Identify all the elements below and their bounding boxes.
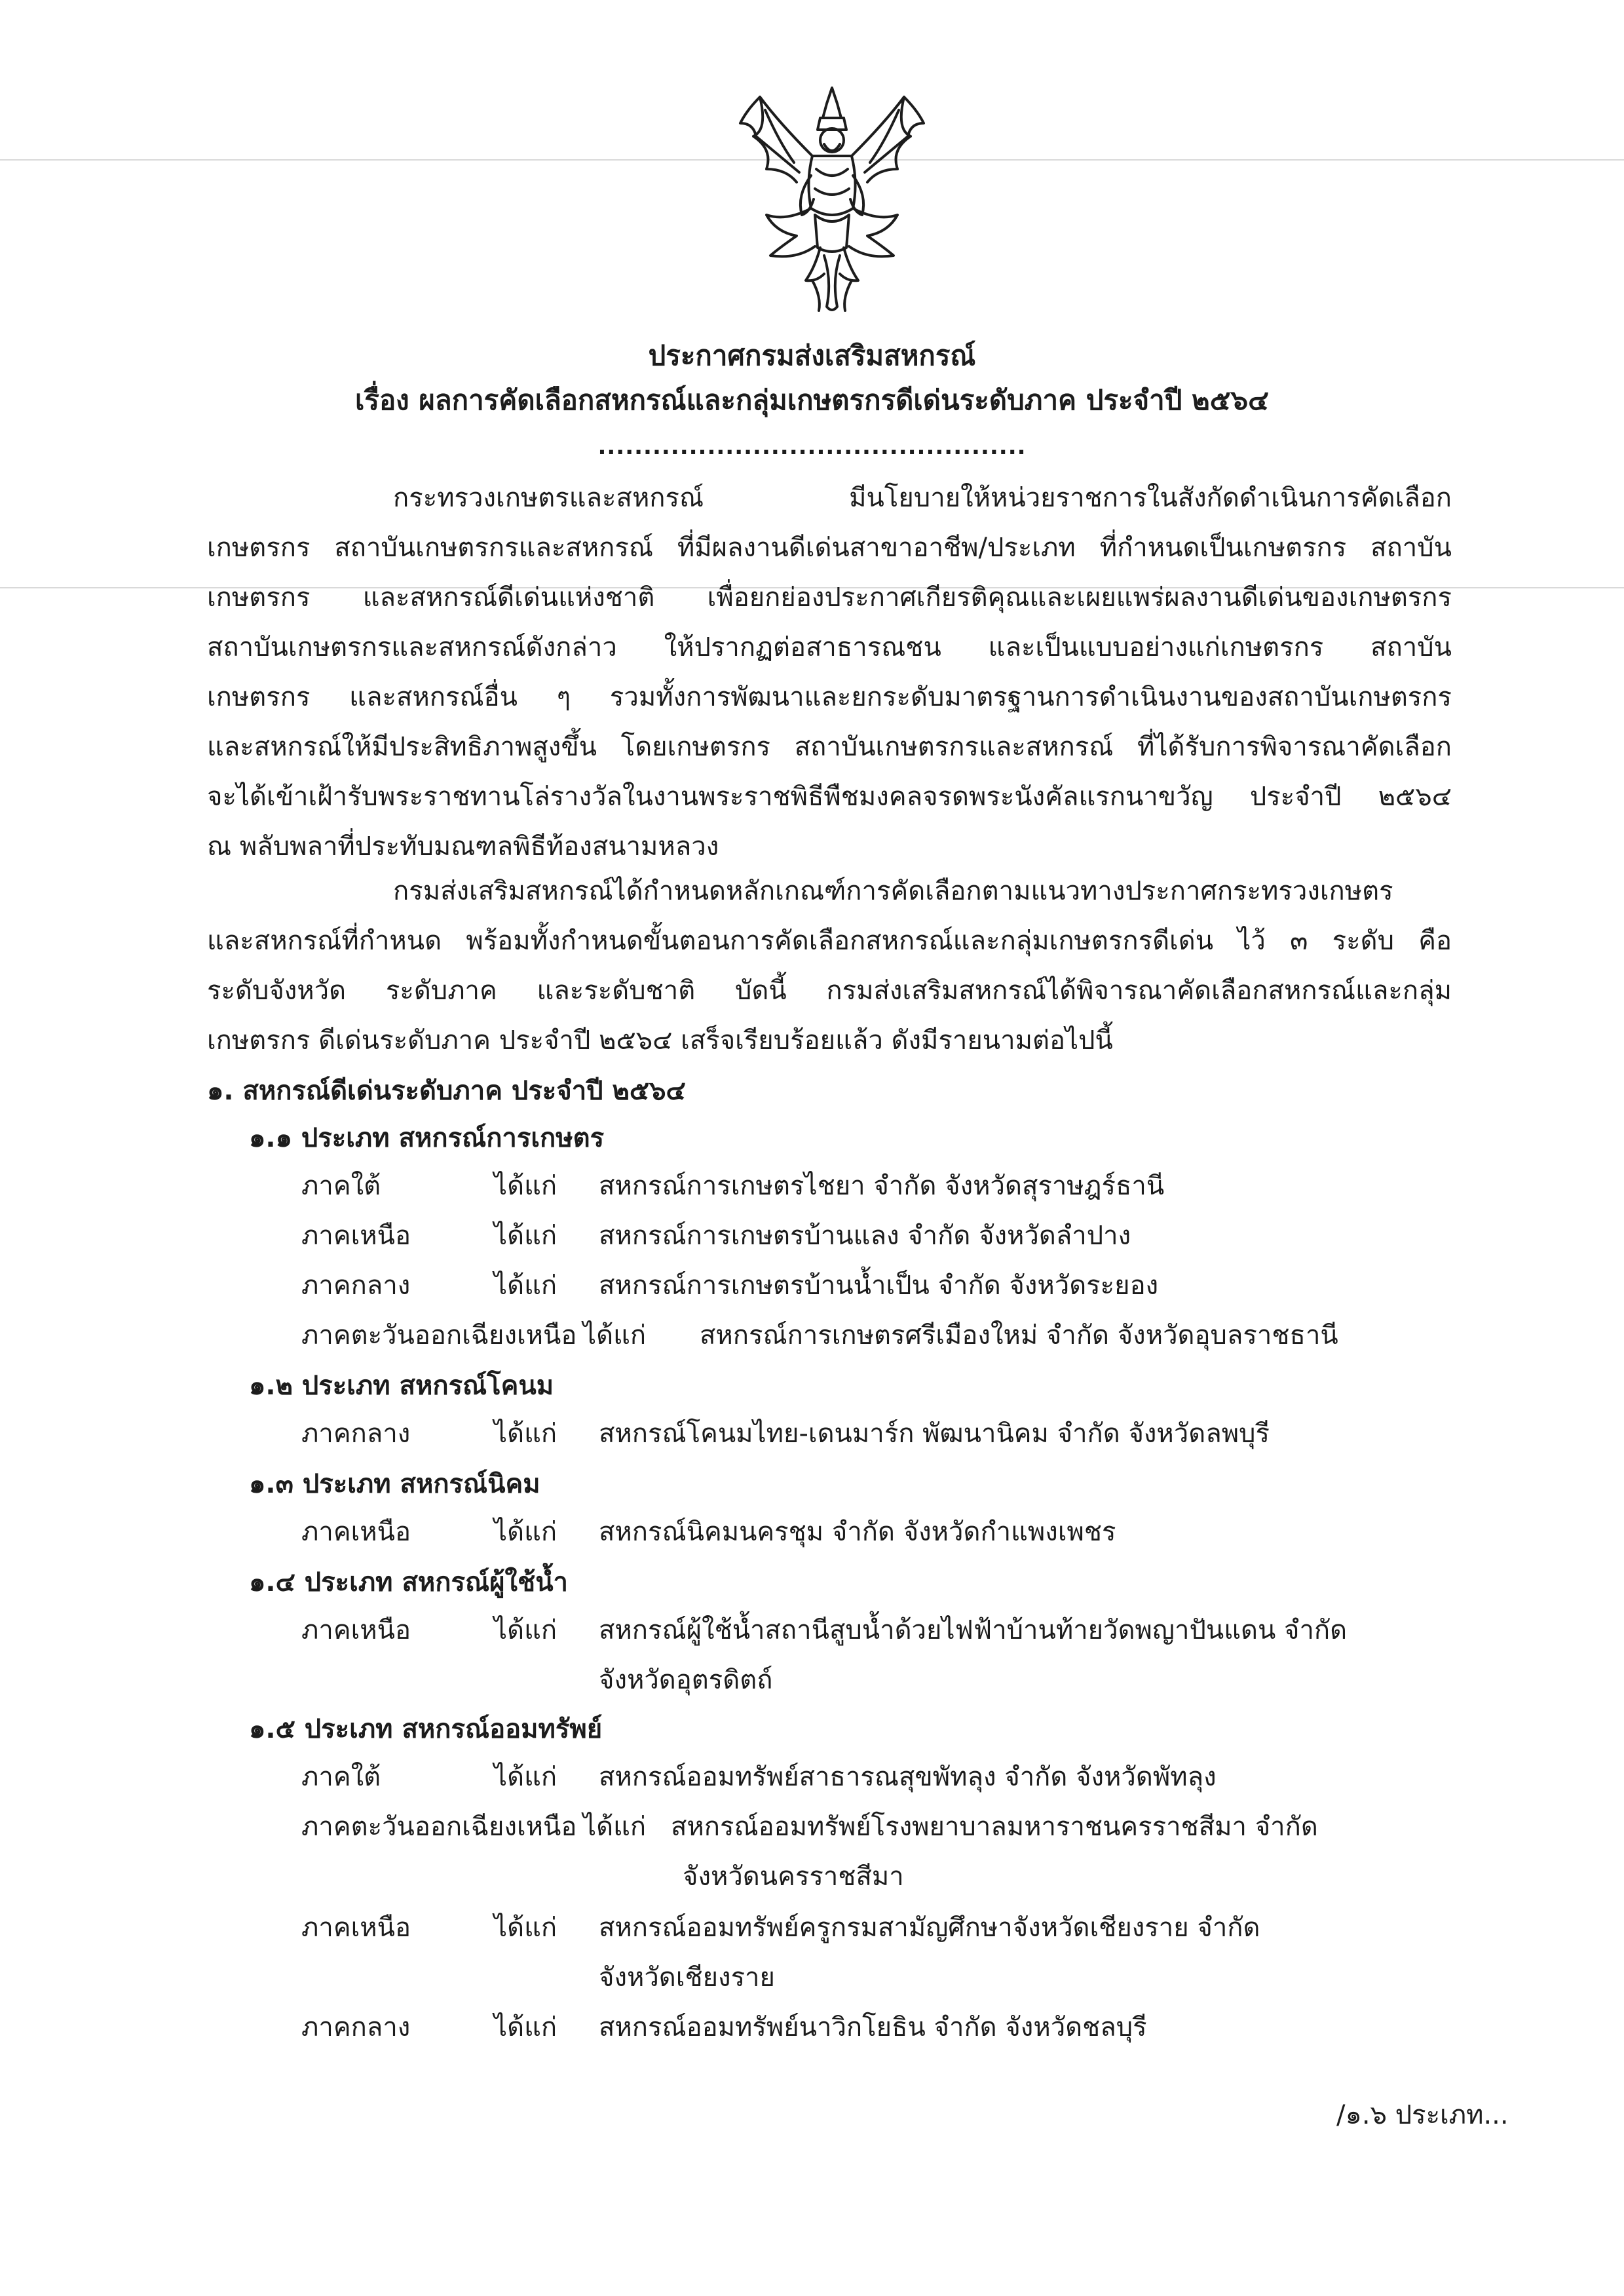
- region-label: ภาคตะวันออกเฉียงเหนือ: [301, 1812, 577, 1842]
- region-label: ภาคกลาง: [301, 1271, 411, 1301]
- cooperative-name-line: สหกรณ์ออมทรัพย์โรงพยาบาลมหาราชนครราชสีมา จำกัด: [671, 1812, 1318, 1842]
- paragraph-line: และสหกรณ์ที่กำหนด พร้อมทั้งกำหนดขั้นตอนการคัดเลือกสหกรณ์และกลุ่มเกษตรกรดีเด่น ไว้ ๓ ระดับ คือ: [207, 926, 1452, 956]
- cooperative-name: [599, 1605, 1347, 1705]
- cooperative-name: สหกรณ์การเกษตรบ้านน้ำเป็น จำกัด จังหวัดระยอง: [599, 1271, 1159, 1301]
- awarded-label: ได้แก่: [494, 1762, 557, 1792]
- paragraph-line: เกษตรกร และสหกรณ์อื่น ๆ รวมทั้งการพัฒนาและยกระดับมาตรฐานการดำเนินงานของสถาบันเกษตรกร: [207, 682, 1452, 712]
- awarded-label: ได้แก่: [583, 1812, 647, 1842]
- cooperative-name: [671, 1802, 1318, 1902]
- awarded-label: ได้แก่: [494, 1913, 557, 1943]
- region-label: ภาคเหนือ: [301, 1615, 411, 1645]
- category-heading: ๑.๒ ประเภท สหกรณ์โคนม: [249, 1371, 554, 1401]
- region-label: ภาคตะวันออกเฉียงเหนือ: [301, 1320, 577, 1350]
- cooperative-name: สหกรณ์โคนมไทย-เดนมาร์ก พัฒนานิคม จำกัด จังหวัดลพบุรี: [599, 1419, 1270, 1449]
- category-heading: ๑.๕ ประเภท สหกรณ์ออมทรัพย์: [249, 1714, 603, 1744]
- cooperative-name: สหกรณ์การเกษตรศรีเมืองใหม่ จำกัด จังหวัดอุบลราชธานี: [700, 1320, 1338, 1350]
- title-separator: ...............................................: [597, 434, 1027, 460]
- cooperative-name: สหกรณ์การเกษตรบ้านแลง จำกัด จังหวัดลำปาง: [599, 1221, 1131, 1251]
- cooperative-name-line: จังหวัดนครราชสีมา: [683, 1862, 904, 1892]
- page-title: ประกาศกรมส่งเสริมสหกรณ์: [648, 339, 976, 372]
- region-label: ภาคเหนือ: [301, 1221, 411, 1251]
- cooperative-name: สหกรณ์ออมทรัพย์สาธารณสุขพัทลุง จำกัด จังหวัดพัทลุง: [599, 1762, 1217, 1792]
- paragraph-line: เกษตรกร สถาบันเกษตรกรและสหกรณ์ ที่มีผลงานดีเด่นสาขาอาชีพ/ประเภท ที่กำหนดเป็นเกษตรกร สถาบัน: [207, 533, 1452, 563]
- category-heading: ๑.๓ ประเภท สหกรณ์นิคม: [249, 1469, 540, 1499]
- region-label: ภาคใต้: [301, 1171, 381, 1201]
- cooperative-name-line: จังหวัดเชียงราย: [599, 1962, 775, 1993]
- category-heading: ๑.๑ ประเภท สหกรณ์การเกษตร: [249, 1123, 605, 1153]
- awarded-label: ได้แก่: [494, 2012, 557, 2042]
- awarded-label: ได้แก่: [494, 1517, 557, 1547]
- region-label: ภาคเหนือ: [301, 1913, 411, 1943]
- paragraph-line: ณ พลับพลาที่ประทับมณฑลพิธีท้องสนามหลวง: [207, 832, 719, 862]
- document-subject: เรื่อง ผลการคัดเลือกสหกรณ์และกลุ่มเกษตรกรดีเด่นระดับภาค ประจำปี ๒๕๖๔: [355, 384, 1269, 416]
- awarded-label: ได้แก่: [494, 1221, 557, 1251]
- awarded-label: ได้แก่: [583, 1320, 647, 1350]
- paragraph-line: ระดับจังหวัด ระดับภาค และระดับชาติ บัดนี้ กรมส่งเสริมสหกรณ์ได้พิจารณาคัดเลือกสหกรณ์และกลุ่ม: [207, 976, 1452, 1006]
- awarded-label: ได้แก่: [494, 1271, 557, 1301]
- paragraph-line: สถาบันเกษตรกรและสหกรณ์ดังกล่าว ให้ปรากฏต่อสาธารณชน และเป็นแบบอย่างแก่เกษตรกร สถาบัน: [207, 632, 1452, 662]
- garuda-emblem-icon: [734, 84, 930, 317]
- cooperative-name-line: สหกรณ์ออมทรัพย์ครูกรมสามัญศึกษาจังหวัดเชียงราย จำกัด: [599, 1913, 1260, 1943]
- cooperative-name-line: จังหวัดอุตรดิตถ์: [599, 1665, 773, 1695]
- region-label: ภาคกลาง: [301, 1419, 411, 1449]
- section-heading: ๑. สหกรณ์ดีเด่นระดับภาค ประจำปี ๒๕๖๔: [207, 1076, 686, 1106]
- region-label: ภาคเหนือ: [301, 1517, 411, 1547]
- awarded-label: ได้แก่: [494, 1171, 557, 1201]
- paragraph-criteria: [207, 866, 1452, 1065]
- cooperative-name: [599, 1903, 1260, 2002]
- paragraph-line: จะได้เข้าเฝ้ารับพระราชทานโล่รางวัลในงานพระราชพิธีพืชมงคลจรดพระนังคัลแรกนาขวัญ ประจำปี ๒๕๖๔: [207, 782, 1452, 812]
- page-continuation: /๑.๖ ประเภท...: [1336, 2100, 1509, 2130]
- paragraph-line: เกษตรกร และสหกรณ์ดีเด่นแห่งชาติ เพื่อยกย่องประกาศเกียรติคุณและเผยแพร่ผลงานดีเด่นของเกษตรกร: [207, 583, 1452, 613]
- paragraph-line: กรมส่งเสริมสหกรณ์ได้กำหนดหลักเกณฑ์การคัดเลือกตามแนวทางประกาศกระทรวงเกษตร: [393, 876, 1393, 906]
- category-heading: ๑.๔ ประเภท สหกรณ์ผู้ใช้น้ำ: [249, 1567, 568, 1598]
- paragraph-line: เกษตรกร ดีเด่นระดับภาค ประจำปี ๒๕๖๔ เสร็จเรียบร้อยแล้ว ดังมีรายนามต่อไปนี้: [207, 1025, 1113, 1056]
- region-label: ภาคใต้: [301, 1762, 381, 1792]
- paragraph-line: และสหกรณ์ให้มีประสิทธิภาพสูงขึ้น โดยเกษตรกร สถาบันเกษตรกรและสหกรณ์ ที่ได้รับการพิจารณาคัดเลือก: [207, 732, 1452, 762]
- awarded-label: ได้แก่: [494, 1419, 557, 1449]
- region-label: ภาคกลาง: [301, 2012, 411, 2042]
- cooperative-name-line: สหกรณ์ผู้ใช้น้ำสถานีสูบน้ำด้วยไฟฟ้าบ้านท้ายวัดพญาปันแดน จำกัด: [599, 1615, 1348, 1645]
- cooperative-name: สหกรณ์การเกษตรไชยา จำกัด จังหวัดสุราษฎร์ธานี: [599, 1171, 1165, 1201]
- awarded-label: ได้แก่: [494, 1615, 557, 1645]
- cooperative-name: สหกรณ์ออมทรัพย์นาวิกโยธิน จำกัด จังหวัดชลบุรี: [599, 2012, 1147, 2042]
- paragraph-intro: [207, 473, 1452, 871]
- cooperative-name: สหกรณ์นิคมนครชุม จำกัด จังหวัดกำแพงเพชร: [599, 1517, 1116, 1547]
- paragraph-line: กระทรวงเกษตรและสหกรณ์ มีนโยบายให้หน่วยราชการในสังกัดดำเนินการคัดเลือก: [393, 483, 1452, 513]
